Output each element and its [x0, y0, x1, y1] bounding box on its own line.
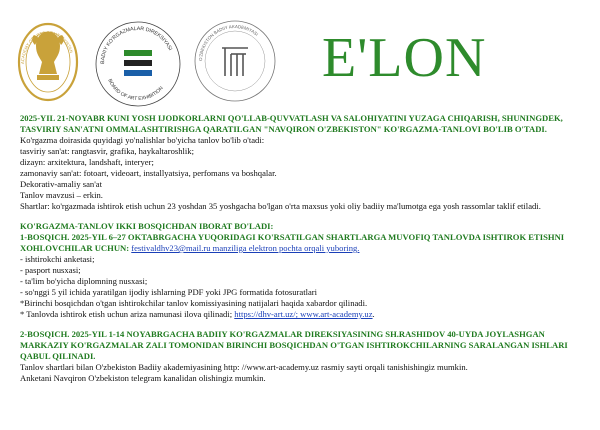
requirement-item: - ishtirokchi anketasi;: [20, 254, 95, 264]
requirement-item: - ta'lim bo'yicha diplomning nusxasi;: [20, 276, 148, 286]
announcement-body: [20, 113, 588, 384]
svg-text:BADIIY KO'RGAZMALAR DIREKSIYAS: BADIIY KO'RGAZMALAR DIREKSIYASI: [99, 25, 173, 65]
section1-heading: 2025-YIL 21-NOYABR KUNI YOSH IJODKORLARNI QO'LLAB-QUVVATLASH VA SALOHIYATINI YUZAGA CHIQARISH, SHUNINGDEK, TASVIRIY SAN'ATNI OMMALASHTIRISHGA QARATILGAN "NAVQIRON O'ZBEKISTON" KO'RGAZMA-TANLOVI BO'LIB O'TADI.: [20, 113, 563, 134]
section3-line: Tanlov shartlari bilan O'zbekiston Badiiy akademiyasining http: //www.art-academy.uz rasmiy sayti orqali tanishishingiz mumkin.: [20, 362, 468, 372]
svg-text:BOARD OF ART EXHIBITION: BOARD OF ART EXHIBITION: [106, 78, 165, 103]
svg-text:ACADEMY OF ARTS OF UZBEKISTAN: ACADEMY OF ARTS OF UZBEKISTAN: [19, 29, 75, 65]
website-links[interactable]: https://dhv-art.uz/; www.art-academy.uz: [234, 309, 373, 319]
stage1-text: 1-BOSQICH. 2025-YIL 6–27 OKTABRGACHA YUQORIDAGI KO'RSATILGAN SHARTLARGA MUVOFIQ TANLOVDA ISHTIROK ETISHNI XOHLOVCHILAR UCHUN:: [20, 232, 565, 253]
header: [0, 0, 600, 110]
section2-heading: KO'RGAZMA-TANLOV IKKI BOSQICHDAN IBORAT BO'LADI:: [20, 221, 274, 231]
application-note-text: * Tanlovda ishtirok etish uchun ariza namunasi ilova qilinadi;: [20, 309, 235, 319]
exhibition-board-logo-icon: [92, 16, 184, 108]
page-title: E'LON: [322, 27, 487, 89]
application-note-end: .: [372, 309, 375, 319]
requirement-item: - so'nggi 5 yil ichida yaratilgan ijodiy ishlarning PDF yoki JPG formatida fotosuratlari: [20, 287, 318, 297]
requirement-item: - pasport nusxasi;: [20, 265, 81, 275]
section1-line: Dekorativ-amaliy san'at: [20, 179, 102, 189]
section1-line: Tanlov mavzusi – erkin.: [20, 190, 103, 200]
section1-line: zamonaviy san'at: fotoart, videoart, installyatsiya, perfomans va boshqalar.: [20, 168, 277, 178]
academy-emblem-logo-icon: [192, 18, 278, 104]
section1-conditions: Shartlar: ko'rgazmada ishtirok etish uchun 23 yoshdan 35 yoshgacha bo'lgan o'rta maxsus yoki oliy badiiy ma'lumotga ega yosh rassomlar taklif etiladi.: [20, 201, 541, 211]
section3-line: Anketani Navqiron O'zbekiston telegram kanalidan olishingiz mumkin.: [20, 373, 266, 383]
academy-logo-icon: [15, 12, 81, 106]
section1-line: dizayn: arxitektura, landshaft, interyer;: [20, 157, 154, 167]
section1-line: tasviriy san'at: rangtasvir, grafika, haykaltaroshlik;: [20, 146, 194, 156]
stage1-paragraph: [20, 232, 588, 254]
requirement-note: *Birinchi bosqichdan o'tgan ishtirokchilar tanlov komissiyasining natijalari haqida xabardor qilinadi.: [20, 298, 368, 308]
section3-heading: 2-BOSQICH. 2025-YIL 1-14 NOYABRGACHA BADIIY KO'RGAZMALAR DIREKSIYASINING SH.RASHIDOV 40-UYDA JOYLASHGAN MARKAZIY KO'RGAZMALAR ZALI TOMONIDAN BIRINCHI BOSQICHDAN O'TGAN ISHTIROKCHILARNING SARALANGAN ISHLARI QABUL QILINADI.: [20, 329, 568, 361]
application-note: [20, 309, 588, 320]
svg-text:O'ZBEKISTON BADIIY AKADEMIYASI: O'ZBEKISTON BADIIY AKADEMIYASI: [197, 23, 260, 62]
email-link[interactable]: festivaldhv23@mail.ru manziliga elektron pochta orqali yuboring.: [131, 243, 360, 253]
section1-line: Ko'rgazma doirasida quyidagi yo'nalishlar bo'yicha tanlov bo'lib o'tadi:: [20, 135, 265, 145]
